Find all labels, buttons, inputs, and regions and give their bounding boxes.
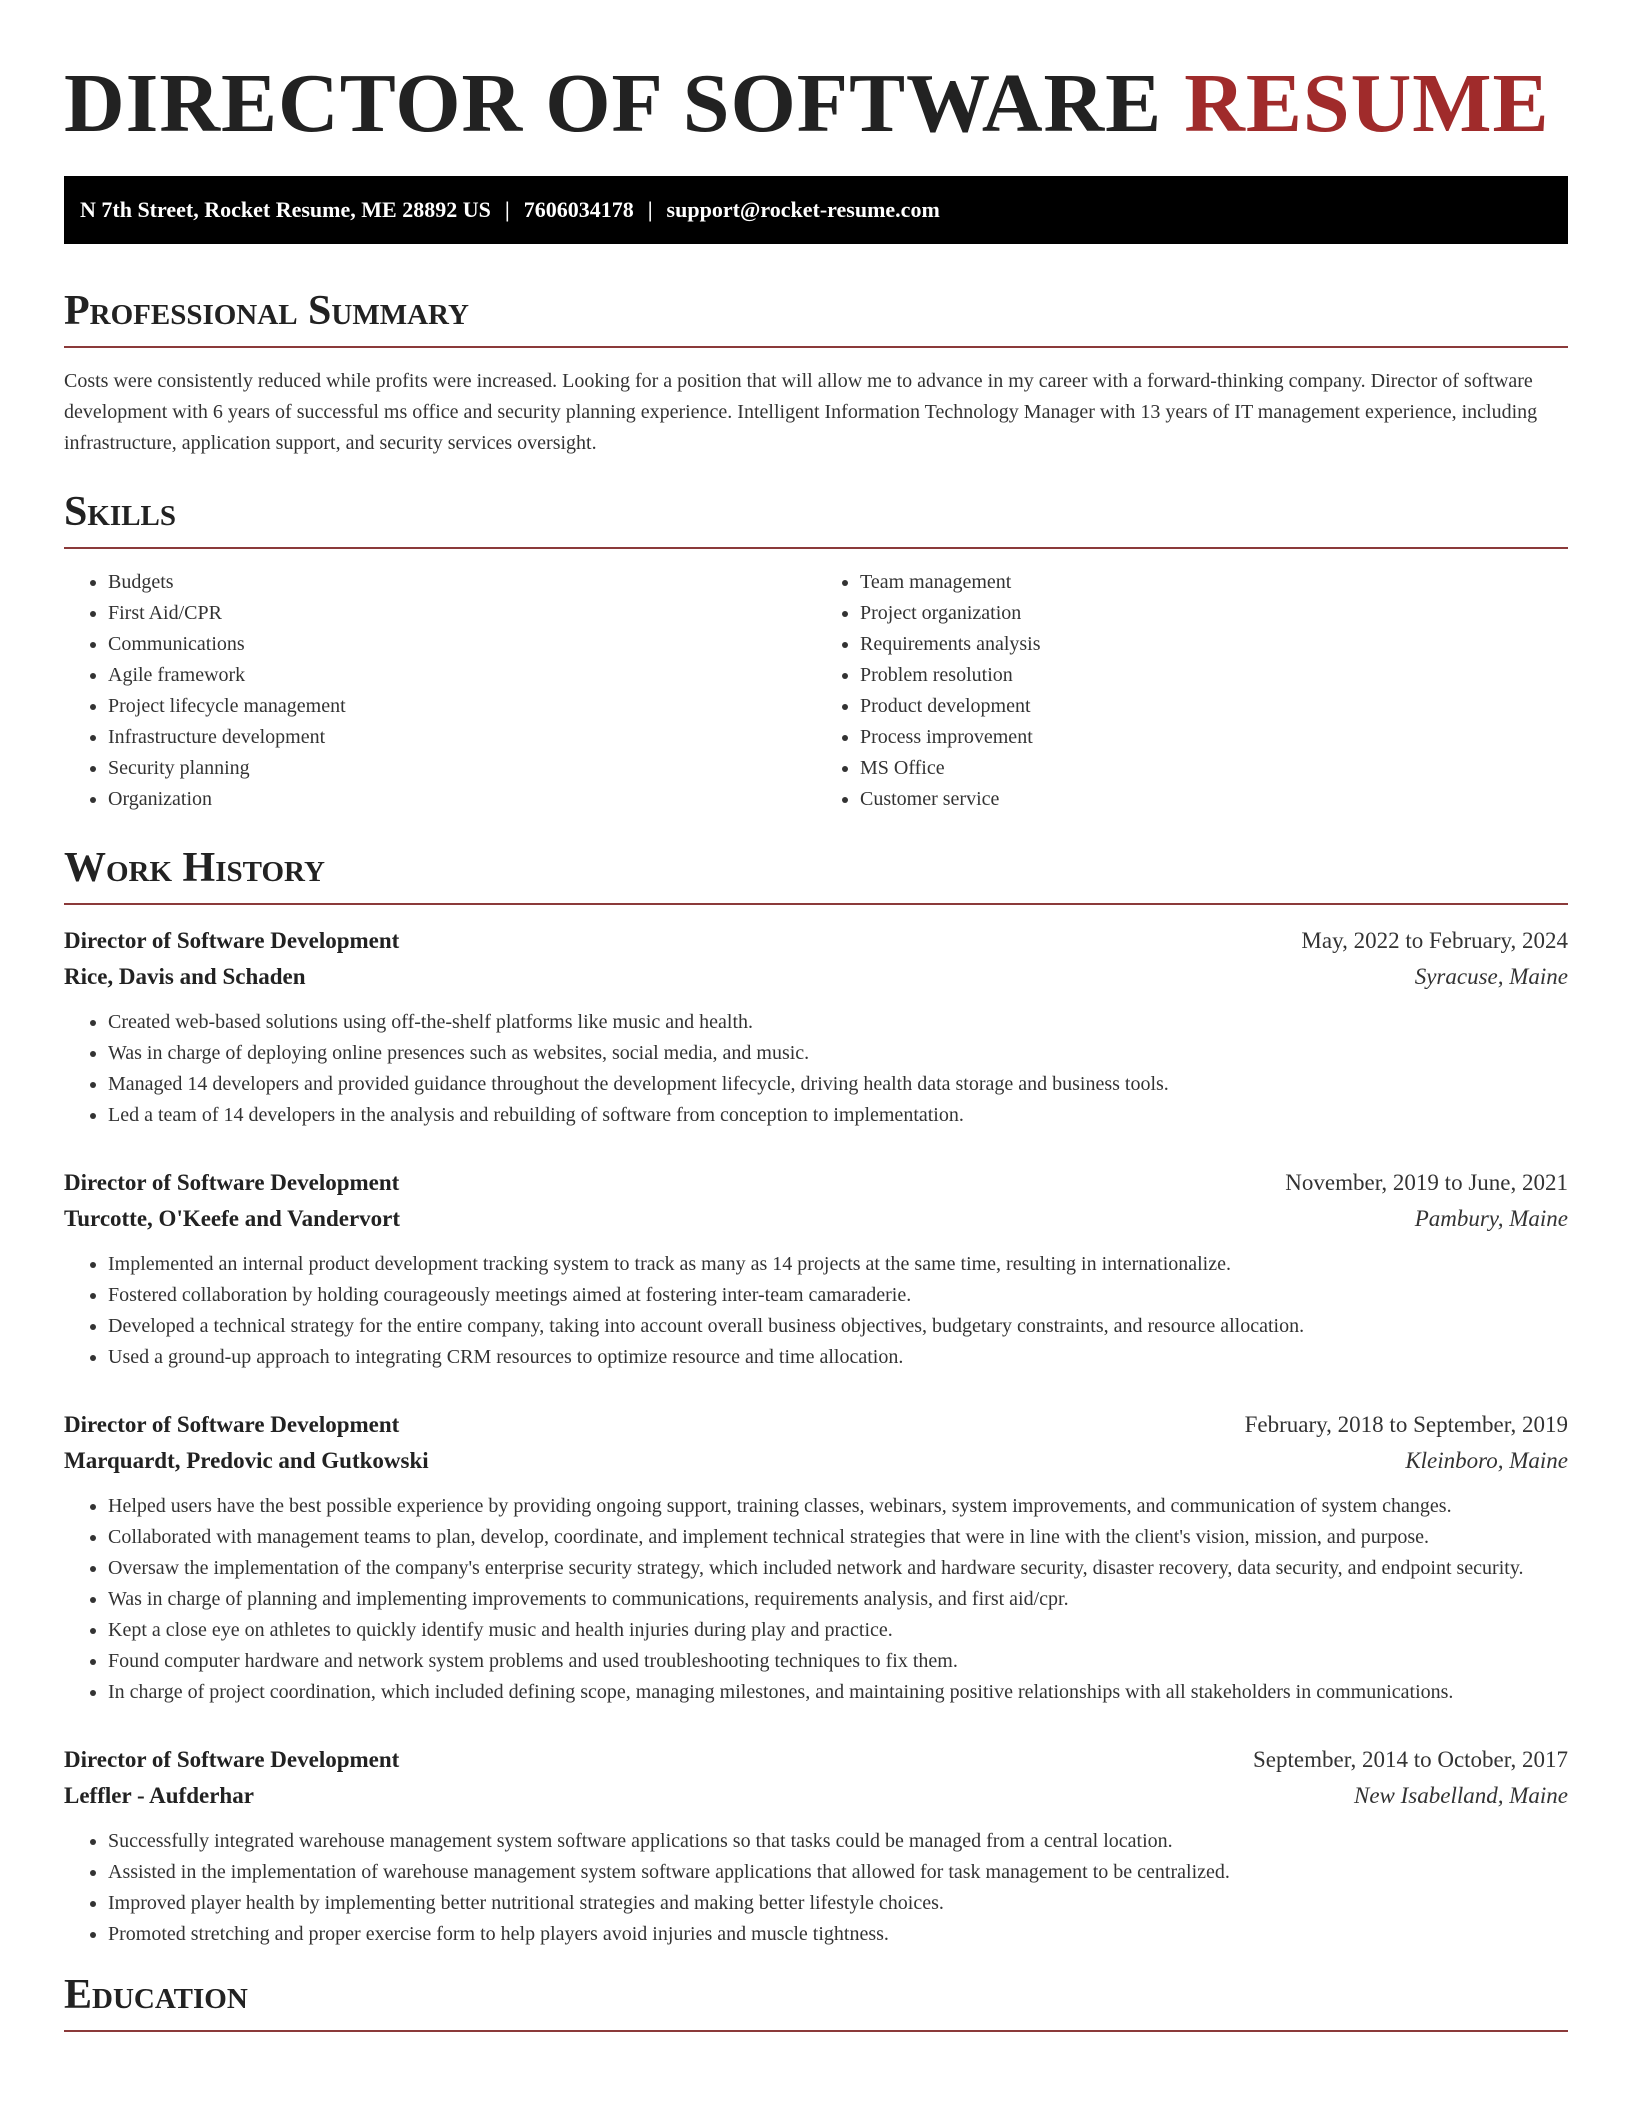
- job-duties: [64, 1491, 1568, 1708]
- job-duty: • Promoted stretching and proper exercise form to help players avoid injuries and muscle tightness.: [108, 1919, 1568, 1950]
- resume-title: [64, 0, 1568, 176]
- job-duty: • Developed a technical strategy for the entire company, taking into account overall business objectives, budgetary constraints, and resource allocation.: [108, 1311, 1568, 1342]
- job-duty: • Improved player health by implementing better nutritional strategies and making better lifestyle choices.: [108, 1888, 1568, 1919]
- job-duty: • Used a ground-up approach to integrating CRM resources to optimize resource and time allocation.: [108, 1342, 1568, 1373]
- job-duty: • Implemented an internal product development tracking system to track as many as 14 projects at the same time, resulting in internationalize.: [108, 1249, 1568, 1280]
- job-company: Rice, Davis and Schaden: [64, 964, 306, 989]
- job-duty: • Found computer hardware and network system problems and used troubleshooting techniques to fix them.: [108, 1646, 1568, 1677]
- title-accent: RESUME: [1184, 57, 1550, 150]
- education-section: [64, 1970, 1568, 2032]
- job-dates: May, 2022 to February, 2024: [1301, 928, 1568, 953]
- section-divider: [64, 346, 1568, 348]
- contact-email: support@rocket-resume.com: [666, 197, 940, 222]
- job-duty: • Managed 14 developers and provided guidance throughout the development lifecycle, driving health data storage and business tools.: [108, 1069, 1568, 1100]
- job-location: New Isabelland, Maine: [1354, 1783, 1568, 1808]
- skill-item: • Communications: [108, 629, 816, 660]
- skill-item: • Project lifecycle management: [108, 691, 816, 722]
- job-entry: [64, 1165, 1568, 1373]
- job-duty: • Led a team of 14 developers in the analysis and rebuilding of software from conception to implementation.: [108, 1100, 1568, 1131]
- skill-item: • Organization: [108, 784, 816, 815]
- job-duty: • Helped users have the best possible experience by providing ongoing support, training classes, webinars, system improvements, and communication of system changes.: [108, 1491, 1568, 1522]
- summary-section: [64, 286, 1568, 459]
- job-duty: • Kept a close eye on athletes to quickly identify music and health injuries during play and practice.: [108, 1615, 1568, 1646]
- job-company-row: [64, 1778, 1568, 1814]
- skill-item: • Project organization: [860, 598, 1568, 629]
- job-header-row: [64, 1742, 1568, 1778]
- job-entry: [64, 1742, 1568, 1950]
- contact-bar: [64, 176, 1568, 244]
- summary-heading: Professional Summary: [64, 288, 469, 334]
- job-location: Syracuse, Maine: [1414, 964, 1568, 989]
- job-header-row: [64, 1165, 1568, 1201]
- skill-item: • Infrastructure development: [108, 722, 816, 753]
- section-divider: [64, 903, 1568, 905]
- skill-item: • Customer service: [860, 784, 1568, 815]
- job-duty: • Fostered collaboration by holding courageously meetings aimed at fostering inter-team camaraderie.: [108, 1280, 1568, 1311]
- work-history-heading: Work History: [64, 845, 325, 891]
- skills-columns: [64, 567, 1568, 815]
- job-company-row: [64, 959, 1568, 995]
- skill-item: • Budgets: [108, 567, 816, 598]
- job-company: Marquardt, Predovic and Gutkowski: [64, 1448, 429, 1473]
- job-duties: [64, 1826, 1568, 1950]
- job-entry: [64, 923, 1568, 1131]
- job-entry: [64, 1407, 1568, 1708]
- job-duty: • Collaborated with management teams to plan, develop, coordinate, and implement technical strategies that were in line with the client's vision, mission, and purpose.: [108, 1522, 1568, 1553]
- skill-item: • Problem resolution: [860, 660, 1568, 691]
- job-header-row: [64, 923, 1568, 959]
- job-duty: • Was in charge of planning and implementing improvements to communications, requirements analysis, and first aid/cpr.: [108, 1584, 1568, 1615]
- skill-item: • Agile framework: [108, 660, 816, 691]
- job-company: Turcotte, O'Keefe and Vandervort: [64, 1206, 401, 1231]
- job-duty: • In charge of project coordination, which included defining scope, managing milestones, and maintaining positive relationships with all stakeholders in communications.: [108, 1677, 1568, 1708]
- job-duties: [64, 1249, 1568, 1373]
- job-location: Pambury, Maine: [1414, 1206, 1568, 1231]
- skill-item: • MS Office: [860, 753, 1568, 784]
- education-heading: Education: [64, 1972, 248, 2018]
- skill-item: • Product development: [860, 691, 1568, 722]
- job-title: Director of Software Development: [64, 1747, 400, 1772]
- job-duty: • Oversaw the implementation of the company's enterprise security strategy, which included network and hardware security, disaster recovery, data security, and endpoint security.: [108, 1553, 1568, 1584]
- job-duty: • Was in charge of deploying online presences such as websites, social media, and music.: [108, 1038, 1568, 1069]
- skills-heading: Skills: [64, 489, 177, 535]
- skill-item: • Process improvement: [860, 722, 1568, 753]
- skills-list-right: [816, 567, 1568, 815]
- job-duty: • Assisted in the implementation of warehouse management system software applications that allowed for task management to be centralized.: [108, 1857, 1568, 1888]
- job-duty: • Successfully integrated warehouse management system software applications so that tasks could be managed from a central location.: [108, 1826, 1568, 1857]
- contact-separator: |: [504, 197, 510, 222]
- contact-address: N 7th Street, Rocket Resume, ME 28892 US: [80, 197, 491, 222]
- section-divider: [64, 547, 1568, 549]
- contact-phone: 7606034178: [523, 197, 634, 222]
- job-company-row: [64, 1443, 1568, 1479]
- skills-section: [64, 487, 1568, 815]
- job-title: Director of Software Development: [64, 1412, 400, 1437]
- skill-item: • Team management: [860, 567, 1568, 598]
- job-duties: [64, 1007, 1568, 1131]
- skills-list-left: [64, 567, 816, 815]
- work-history-section: [64, 843, 1568, 1950]
- job-location: Kleinboro, Maine: [1405, 1448, 1568, 1473]
- job-header-row: [64, 1407, 1568, 1443]
- job-dates: September, 2014 to October, 2017: [1253, 1747, 1568, 1772]
- job-title: Director of Software Development: [64, 928, 400, 953]
- title-main: DIRECTOR OF SOFTWARE: [64, 57, 1163, 150]
- job-dates: November, 2019 to June, 2021: [1285, 1170, 1568, 1195]
- skill-item: • First Aid/CPR: [108, 598, 816, 629]
- job-title: Director of Software Development: [64, 1170, 400, 1195]
- section-divider: [64, 2030, 1568, 2032]
- job-company: Leffler - Aufderhar: [64, 1783, 254, 1808]
- contact-separator: |: [647, 197, 653, 222]
- skill-item: • Requirements analysis: [860, 629, 1568, 660]
- skill-item: • Security planning: [108, 753, 816, 784]
- job-dates: February, 2018 to September, 2019: [1244, 1412, 1568, 1437]
- job-duty: • Created web-based solutions using off-the-shelf platforms like music and health.: [108, 1007, 1568, 1038]
- job-company-row: [64, 1201, 1568, 1237]
- summary-text: Costs were consistently reduced while profits were increased. Looking for a position that will allow me to advance in my career with a forward-thinking company. Director of software development with 6 years of successful ms office and security planning experience. Intelligent Information Technology Manager with 13 years of IT management experience, including infrastructure, application support, and security services oversight.: [64, 370, 1538, 454]
